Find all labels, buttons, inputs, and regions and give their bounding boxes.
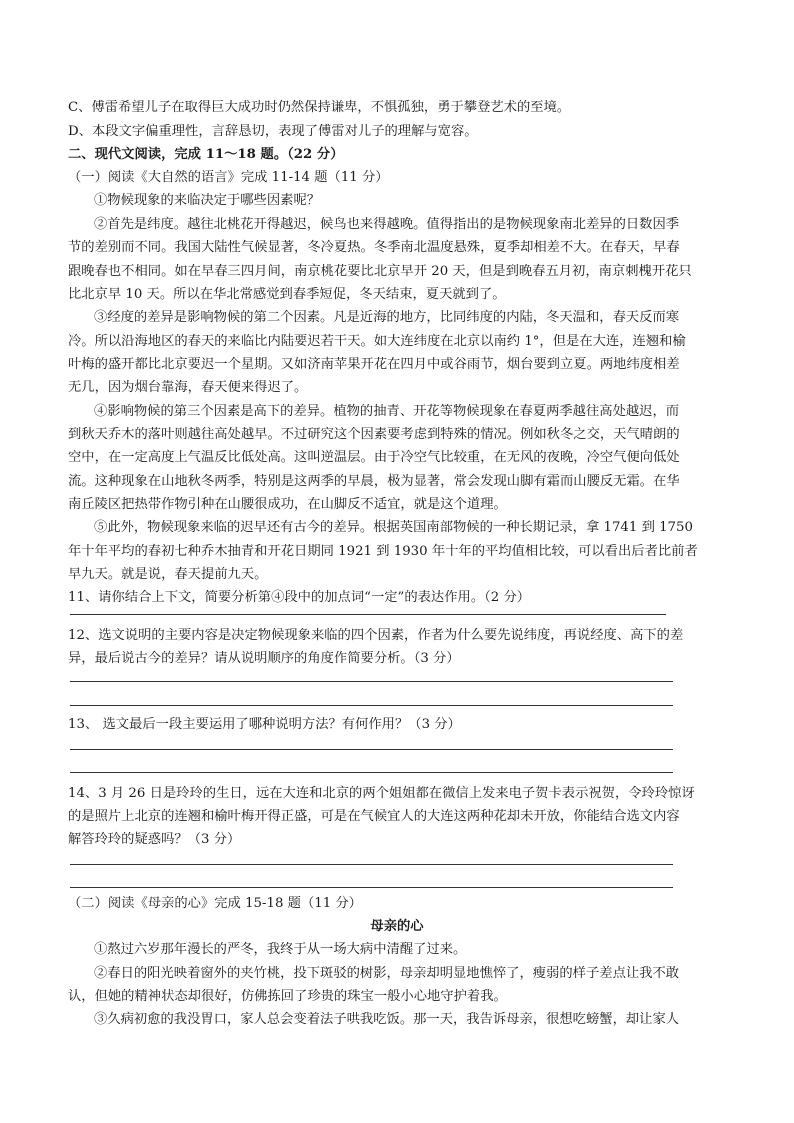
paragraph-4-line: 到秋天乔木的落叶则越往高处越早。不过研究这个因素要考虑到特殊的情况。例如秋冬之交，天气晴朗的 bbox=[68, 427, 680, 442]
paragraph-3-line: 叶梅的盛开都比北京要迟一个星期。又如济南苹果开花在四月中或谷雨节，烟台要到立夏。两地纬度相差 bbox=[68, 357, 680, 372]
paragraph-5-line: 早九天。就是说，春天提前九天。 bbox=[68, 567, 268, 582]
paragraph-1: ①物候现象的来临决定于哪些因素呢？ bbox=[94, 193, 321, 208]
question-12: 12、选文说明的主要内容是决定物候现象来临的四个因素，作者为什么要先说纬度，再说经度、高下的差 bbox=[68, 628, 684, 643]
article-paragraph-2-line: 认，但她的精神状态却很好，仿佛拣回了珍贵的珠宝一般小心地守护着我。 bbox=[68, 989, 507, 1004]
paragraph-4-line: 空中，在一定高度上气温反比低处高。这叫逆温层。由于冷空气比较重，在无风的夜晚，冷空气便向低处 bbox=[68, 450, 680, 465]
subsection-heading-2: （二）阅读《母亲的心》完成 15-18 题（11 分） bbox=[68, 896, 362, 911]
paragraph-4-line: 流。这种现象在山地秋冬两季，特别是这两季的早晨，极为显著，常会发现山脚有霜而山腰反无霜。在华 bbox=[68, 474, 680, 489]
question-14: 14、3 月 26 日是玲玲的生日，远在大连和北京的两个姐姐都在微信上发来电子贺卡表示祝贺，令玲玲惊讶 bbox=[68, 786, 695, 801]
answer-line-13a[interactable] bbox=[70, 749, 673, 750]
question-14-cont: 的是照片上北京的连翘和榆叶梅开得正盛，可是在气候宜人的大连这两种花却未开放，你能结合选文内容 bbox=[68, 809, 680, 824]
option-d: D、本段文字偏重理性，言辞恳切，表现了傅雷对儿子的理解与宽容。 bbox=[68, 124, 478, 139]
answer-line-12a[interactable] bbox=[70, 681, 673, 682]
question-12-cont: 异，最后说古今的差异？请从说明顺序的角度作简要分析。（3 分） bbox=[68, 651, 460, 666]
paragraph-2-line: 比北京早 10 天。所以在华北常感觉到春季短促，冬天结束，夏天就到了。 bbox=[68, 287, 506, 302]
paragraph-2-line: 跟晚春也不相同。如在早春三四月间，南京桃花要比北京早开 20 天，但是到晚春五月初，南京刺槐开花只 bbox=[68, 264, 692, 279]
article-paragraph-3-line: ③久病初愈的我没胃口，家人总会变着法子哄我吃饭。那一天，我告诉母亲，很想吃螃蟹，却让家人 bbox=[94, 1012, 680, 1027]
article-paragraph-1: ①熬过六岁那年漫长的严冬，我终于从一场大病中清醒了过来。 bbox=[94, 942, 467, 957]
question-13: 13、 选文最后一段主要运用了哪种说明方法？有何作用？（3 分） bbox=[68, 717, 461, 732]
answer-line-14a[interactable] bbox=[70, 864, 673, 865]
subsection-heading-1: （一）阅读《大自然的语言》完成 11-14 题（11 分） bbox=[68, 170, 389, 185]
paragraph-4-line: 南丘陵区把热带作物引种在山腰很成功，在山脚反不适宜，就是这个道理。 bbox=[68, 497, 507, 512]
paragraph-2-line: ②首先是纬度。越往北桃花开得越迟，候鸟也来得越晚。值得指出的是物候现象南北差异的日数因季 bbox=[94, 217, 680, 232]
question-14-cont: 解答玲玲的疑惑吗？（3 分） bbox=[68, 832, 241, 847]
paragraph-3-line: 无几，因为烟台靠海，春天便来得迟了。 bbox=[68, 380, 308, 395]
paragraph-3-line: 冷。所以沿海地区的春天的来临比内陆要迟若干天。如大连纬度在北京以南约 1°，但是在大连，连翘和榆 bbox=[68, 334, 686, 349]
answer-line-11[interactable] bbox=[70, 614, 666, 615]
section-heading: 二、现代文阅读，完成 11～18 题。（22 分） bbox=[68, 147, 344, 162]
article-title: 母亲的心 bbox=[370, 919, 424, 934]
paragraph-5-line: 年十年平均的春初七种乔木抽青和开花日期同 1921 到 1930 年十年的平均值相比较，可以看出后者比前者 bbox=[68, 544, 698, 559]
option-c: C、傅雷希望儿子在取得巨大成功时仍然保持谦卑，不惧孤独，勇于攀登艺术的至境。 bbox=[68, 100, 571, 115]
question-11: 11、请你结合上下文，简要分析第④段中的加点词“一定”的表达作用。（2 分） bbox=[68, 590, 531, 605]
paragraph-5-line: ⑤此外，物候现象来临的迟早还有古今的差异。根据英国南部物候的一种长期记录，拿 1741 到 1750 bbox=[94, 520, 693, 535]
paragraph-3-line: ③经度的差异是影响物候的第二个因素。凡是近海的地方，比同纬度的内陆，冬天温和，春天反而寒 bbox=[94, 310, 680, 325]
article-paragraph-2-line: ②春日的阳光映着窗外的夹竹桃，投下斑驳的树影，母亲却明显地憔悴了，瘦弱的样子差点让我不敢 bbox=[94, 966, 680, 981]
paragraph-2-line: 节的差别而不同。我国大陆性气候显著，冬冷夏热。冬季南北温度悬殊，夏季却相差不大。在春天，早春 bbox=[68, 240, 680, 255]
answer-line-14b[interactable] bbox=[70, 887, 673, 888]
answer-line-12b[interactable] bbox=[70, 705, 673, 706]
paragraph-4-line: ④影响物候的第三个因素是高下的差异。植物的抽青、开花等物候现象在春夏两季越往高处越迟，而 bbox=[94, 404, 680, 419]
answer-line-13b[interactable] bbox=[70, 772, 673, 773]
